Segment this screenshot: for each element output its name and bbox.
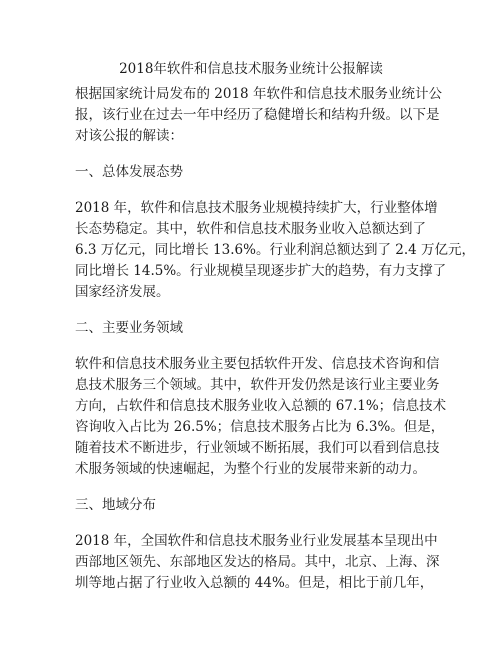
section-heading-business: 二、主要业务领域 xyxy=(75,320,183,336)
paragraph-line: 长态势稳定。其中，软件和信息技术服务业收入总额达到了 xyxy=(75,221,426,237)
paragraph-line: 2018 年，全国软件和信息技术服务业行业发展基本呈现出中 xyxy=(75,533,438,549)
paragraph-line: 2018 年，软件和信息技术服务业规模持续扩大，行业整体增 xyxy=(75,200,438,216)
paragraph-line: 软件和信息技术服务业主要包括软件开发、信息技术咨询和信 xyxy=(75,356,440,372)
paragraph-line: 随着技术不断进步，行业领域不断拓展，我们可以看到信息技 xyxy=(75,440,440,456)
paragraph-line: 6.3 万亿元，同比增长 13.6%。行业利润总额达到了 2.4 万亿元， xyxy=(75,242,475,258)
paragraph-line: 同比增长 14.5%。行业规模呈现逐步扩大的趋势，有力支撑了 xyxy=(75,263,447,279)
document-title: 2018年软件和信息技术服务业统计公报解读 xyxy=(119,61,383,77)
paragraph-line: 国家经济发展。 xyxy=(75,284,170,300)
paragraph-line: 术服务领域的快速崛起，为整个行业的发展带来新的动力。 xyxy=(75,461,426,477)
section-heading-regional: 三、地域分布 xyxy=(75,497,156,513)
paragraph-line: 息技术服务三个领域。其中，软件开发仍然是该行业主要业务 xyxy=(75,377,440,393)
paragraph-line: 咨询收入占比为 26.5%；信息技术服务占比为 6.3%。但是， xyxy=(75,419,445,435)
paragraph-line: 圳等地占据了行业收入总额的 44%。但是，相比于前几年， xyxy=(75,575,434,591)
intro-line: 根据国家统计局发布的 2018 年软件和信息技术服务业统计公 xyxy=(75,86,442,102)
section-heading-overview: 一、总体发展态势 xyxy=(75,164,183,180)
paragraph-line: 方向，占软件和信息技术服务业收入总额的 67.1%；信息技术 xyxy=(75,398,447,414)
paragraph-line: 西部地区领先、东部地区发达的格局。其中，北京、上海、深 xyxy=(75,554,440,570)
intro-line: 报，该行业在过去一年中经历了稳健增长和结构升级。以下是 xyxy=(75,107,440,123)
intro-line: 对该公报的解读： xyxy=(75,128,183,144)
